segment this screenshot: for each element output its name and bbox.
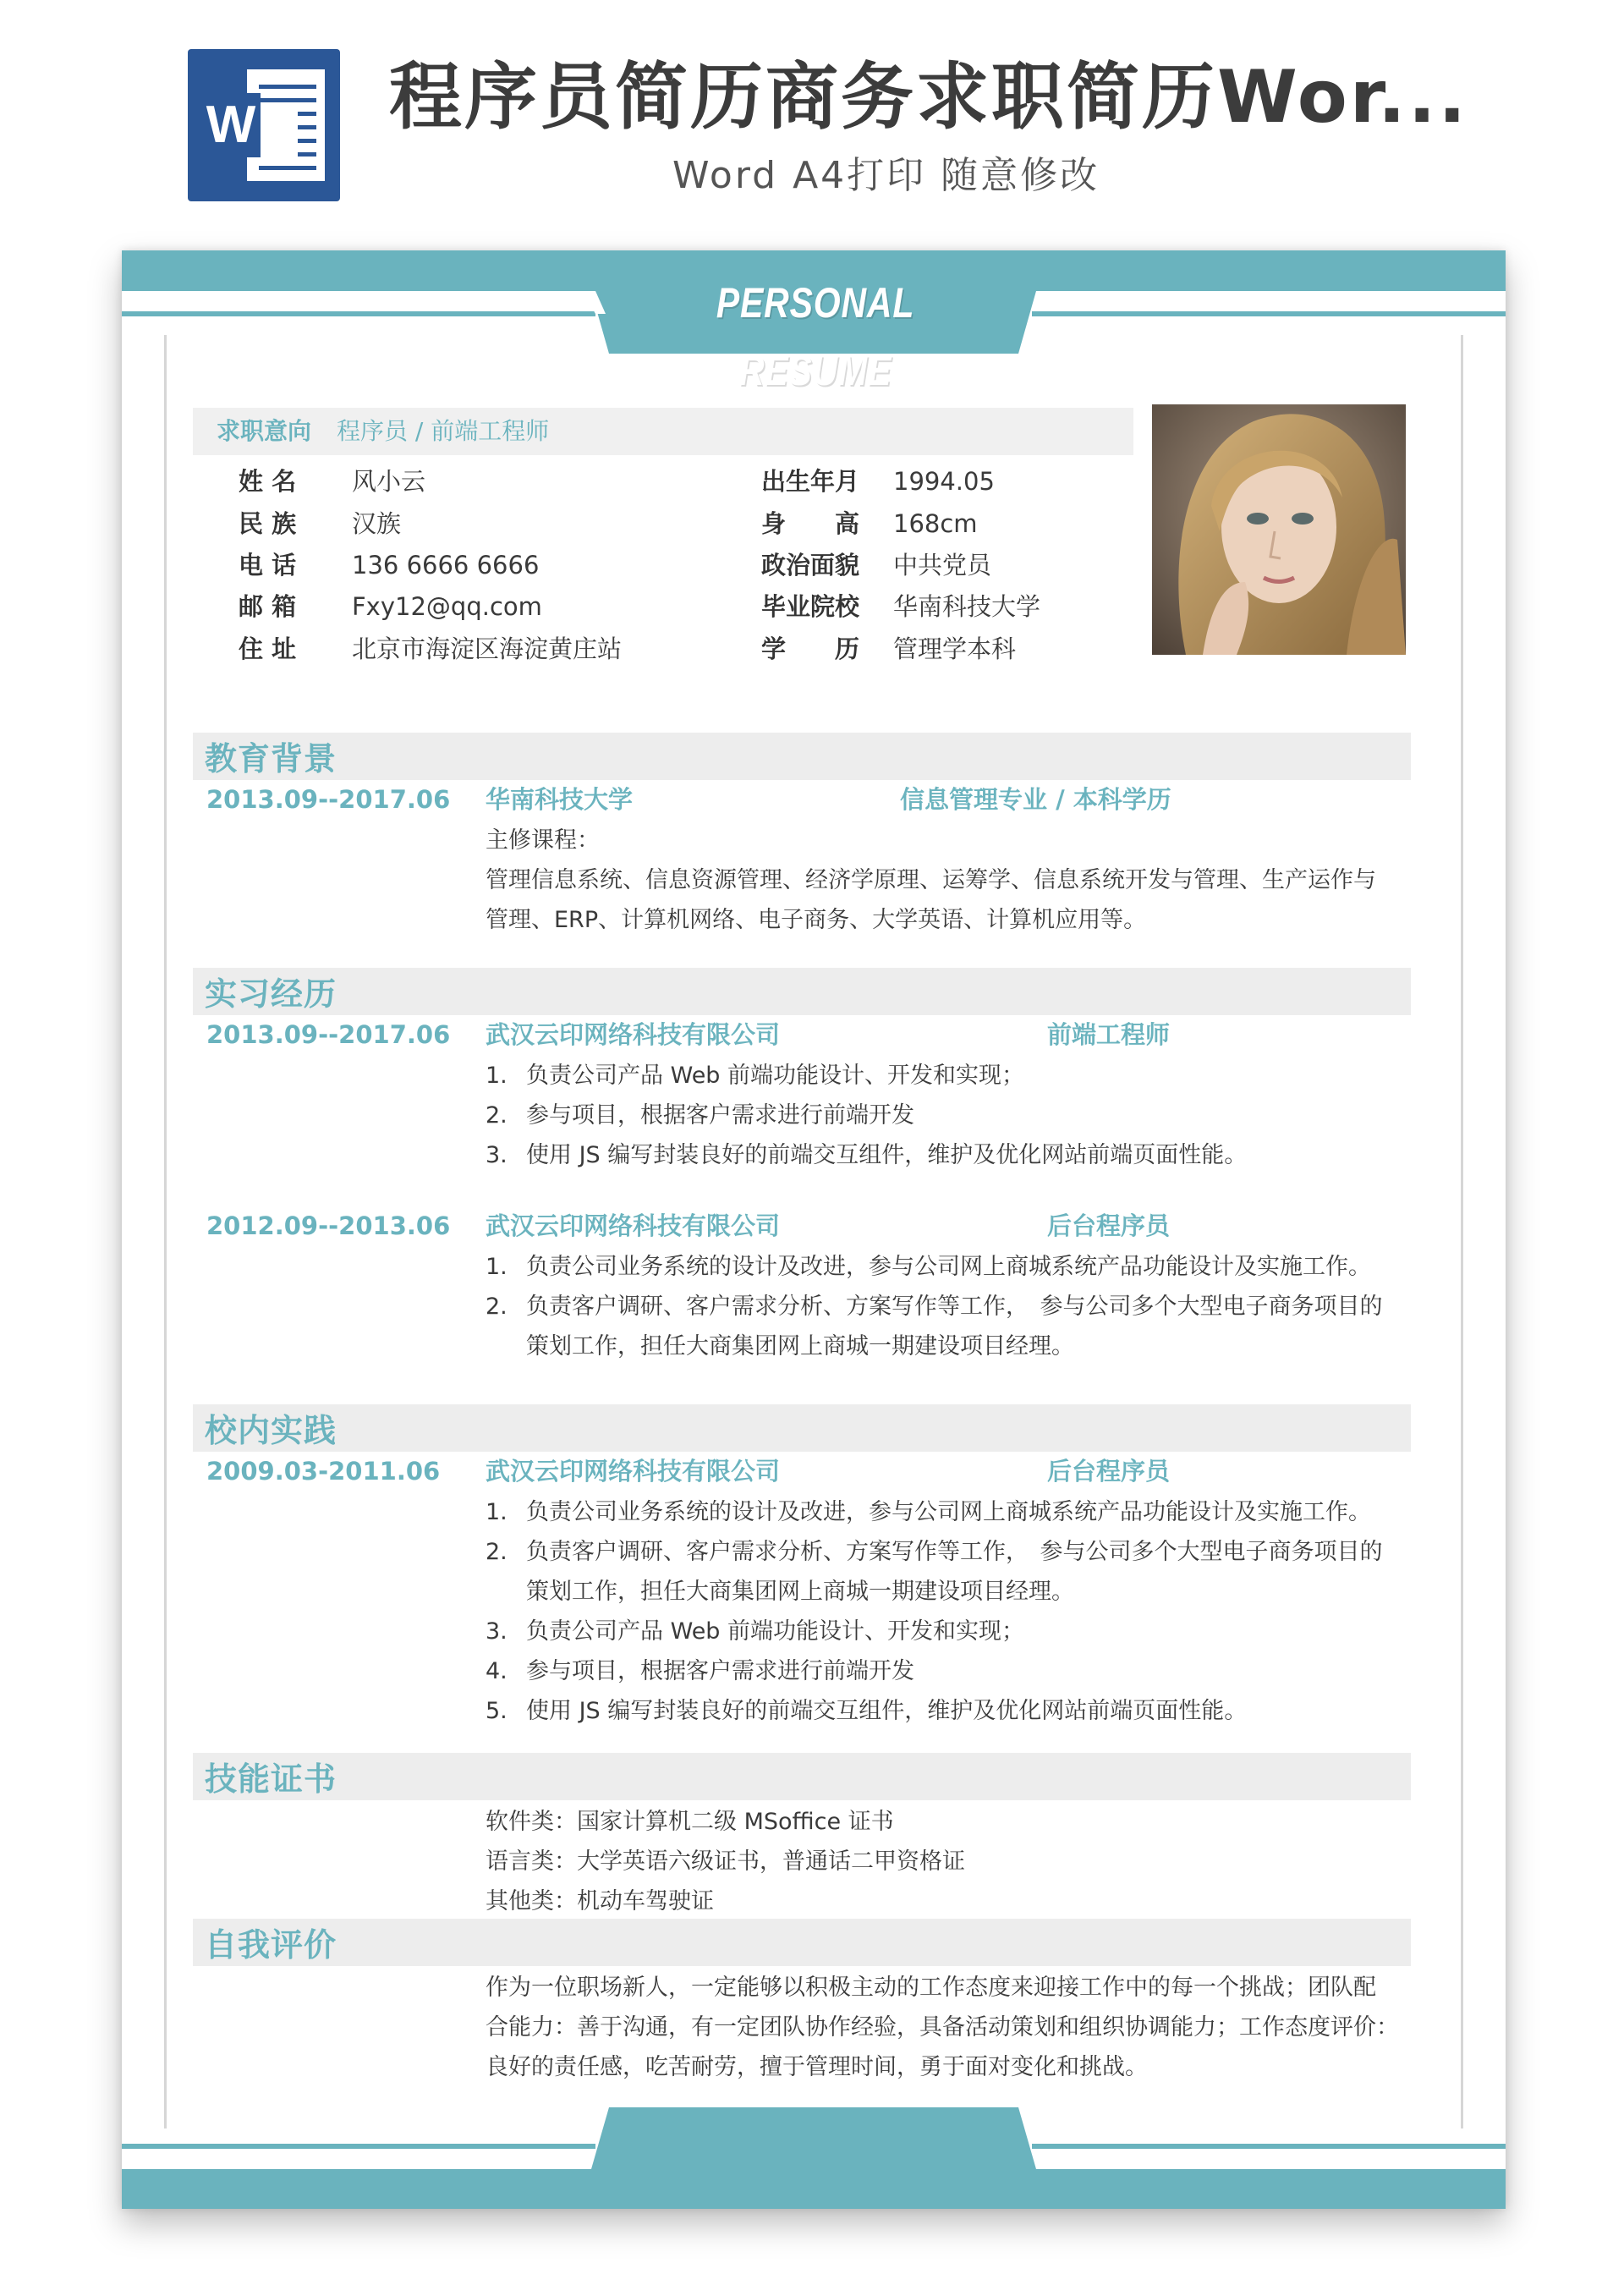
info-key: 毕业院校 xyxy=(761,592,860,621)
education-text: 管理信息系统、信息资源管理、经济学原理、运筹学、信息系统开发与管理、生产运作与 xyxy=(486,867,1376,893)
section-title: 实习经历 xyxy=(205,975,337,1013)
list-item: 负责客户调研、客户需求分析、方案写作等工作， 参与公司多个大型电子商务项目的 xyxy=(526,1294,1383,1320)
list-item: 负责公司产品 Web 前端功能设计、开发和实现； xyxy=(526,1618,1025,1645)
info-value: 168cm xyxy=(893,509,978,538)
info-key: 学 历 xyxy=(761,634,860,663)
education-major: 信息管理专业 / 本科学历 xyxy=(900,785,1171,814)
word-icon xyxy=(188,49,340,201)
education-school: 华南科技大学 xyxy=(486,785,634,814)
banner-title: 程序员简历商务求职简历Wor... xyxy=(389,55,1469,140)
list-number: 5. xyxy=(486,1698,508,1724)
internship-company: 武汉云印网络科技有限公司 xyxy=(486,1020,781,1049)
banner-subtitle: Word A4打印 随意修改 xyxy=(672,154,1100,197)
info-value: 管理学本科 xyxy=(893,634,1017,663)
section-education-header xyxy=(193,733,1411,780)
job-intention-bar xyxy=(193,408,1133,455)
info-value: 中共党员 xyxy=(893,551,992,579)
list-item: 策划工作，担任大商集团网上商城一期建设项目经理。 xyxy=(526,1333,1074,1359)
word-letter: W xyxy=(201,93,261,157)
skills-text: 软件类：国家计算机二级 MSoffice 证书 xyxy=(486,1809,894,1835)
info-key: 姓 名 xyxy=(239,467,297,496)
list-item: 负责公司业务系统的设计及改进，参与公司网上商城系统产品功能设计及实施工作。 xyxy=(526,1499,1371,1525)
section-title: 教育背景 xyxy=(205,740,337,777)
job-intention-label: 求职意向 xyxy=(217,417,312,445)
info-value: 华南科技大学 xyxy=(893,592,1041,621)
section-internship-header xyxy=(193,968,1411,1015)
info-key: 身 高 xyxy=(761,509,860,538)
section-campus-header xyxy=(193,1404,1411,1452)
education-date: 2013.09--2017.06 xyxy=(206,785,451,814)
info-key: 住 址 xyxy=(239,634,297,663)
internship-role: 前端工程师 xyxy=(1047,1020,1171,1049)
section-title: 校内实践 xyxy=(205,1412,337,1449)
internship-company: 武汉云印网络科技有限公司 xyxy=(486,1211,781,1240)
list-item: 使用 JS 编写封装良好的前端交互组件，维护及优化网站前端页面性能。 xyxy=(526,1698,1248,1724)
list-number: 4. xyxy=(486,1658,508,1684)
internship-date: 2013.09--2017.06 xyxy=(206,1020,451,1049)
self-text: 作为一位职场新人，一定能够以积极主动的工作态度来迎接工作中的每一个挑战；团队配 xyxy=(486,1975,1376,2001)
section-skills-header xyxy=(193,1753,1411,1800)
info-value: 1994.05 xyxy=(893,467,995,496)
education-text: 主修课程： xyxy=(486,827,600,854)
list-number: 1. xyxy=(486,1063,508,1089)
info-key: 出生年月 xyxy=(761,467,860,496)
list-item: 使用 JS 编写封装良好的前端交互组件，维护及优化网站前端页面性能。 xyxy=(526,1142,1248,1168)
info-value: 汉族 xyxy=(352,509,402,538)
self-text: 良好的责任感，吃苦耐劳，擅于管理时间，勇于面对变化和挑战。 xyxy=(486,2054,1148,2080)
info-key: 民 族 xyxy=(239,509,297,538)
resume-page xyxy=(122,250,1506,2209)
internship-date: 2012.09--2013.06 xyxy=(206,1211,451,1240)
skills-text: 其他类：机动车驾驶证 xyxy=(486,1888,714,1914)
info-value: 风小云 xyxy=(352,467,426,496)
list-item: 策划工作，担任大商集团网上商城一期建设项目经理。 xyxy=(526,1579,1074,1605)
info-value: 136 6666 6666 xyxy=(352,551,540,579)
list-item: 负责客户调研、客户需求分析、方案写作等工作， 参与公司多个大型电子商务项目的 xyxy=(526,1539,1383,1565)
section-title: 技能证书 xyxy=(205,1760,337,1798)
list-item: 负责公司产品 Web 前端功能设计、开发和实现； xyxy=(526,1063,1025,1089)
list-number: 1. xyxy=(486,1499,508,1525)
list-number: 3. xyxy=(486,1618,508,1645)
self-text: 合能力：善于沟通，有一定团队协作经验，具备活动策划和组织协调能力；工作态度评价： xyxy=(486,2014,1399,2041)
list-number: 2. xyxy=(486,1539,508,1565)
section-self-header xyxy=(193,1919,1411,1966)
list-number: 2. xyxy=(486,1294,508,1320)
info-key: 电 话 xyxy=(239,551,297,579)
campus-company: 武汉云印网络科技有限公司 xyxy=(486,1457,781,1486)
list-number: 2. xyxy=(486,1102,508,1129)
job-intention-value: 程序员 / 前端工程师 xyxy=(337,417,550,445)
campus-role: 后台程序员 xyxy=(1047,1457,1171,1486)
resume-heading: PERSONAL RESUME xyxy=(716,279,915,394)
education-text: 管理、ERP、计算机网络、电子商务、大学英语、计算机应用等。 xyxy=(486,907,1147,933)
internship-role: 后台程序员 xyxy=(1047,1211,1171,1240)
list-number: 1. xyxy=(486,1254,508,1280)
list-item: 负责公司业务系统的设计及改进，参与公司网上商城系统产品功能设计及实施工作。 xyxy=(526,1254,1371,1280)
section-title: 自我评价 xyxy=(205,1926,337,1964)
page-banner xyxy=(0,0,1624,220)
skills-text: 语言类：大学英语六级证书，普通话二甲资格证 xyxy=(486,1848,965,1875)
info-value: 北京市海淀区海淀黄庄站 xyxy=(352,634,623,663)
list-item: 参与项目，根据客户需求进行前端开发 xyxy=(526,1658,914,1684)
info-value: Fxy12@qq.com xyxy=(352,592,542,621)
info-key: 政治面貌 xyxy=(761,551,860,579)
campus-date: 2009.03-2011.06 xyxy=(206,1457,441,1486)
list-item: 参与项目，根据客户需求进行前端开发 xyxy=(526,1102,914,1129)
list-number: 3. xyxy=(486,1142,508,1168)
info-key: 邮 箱 xyxy=(239,592,297,621)
profile-photo xyxy=(1152,404,1406,655)
